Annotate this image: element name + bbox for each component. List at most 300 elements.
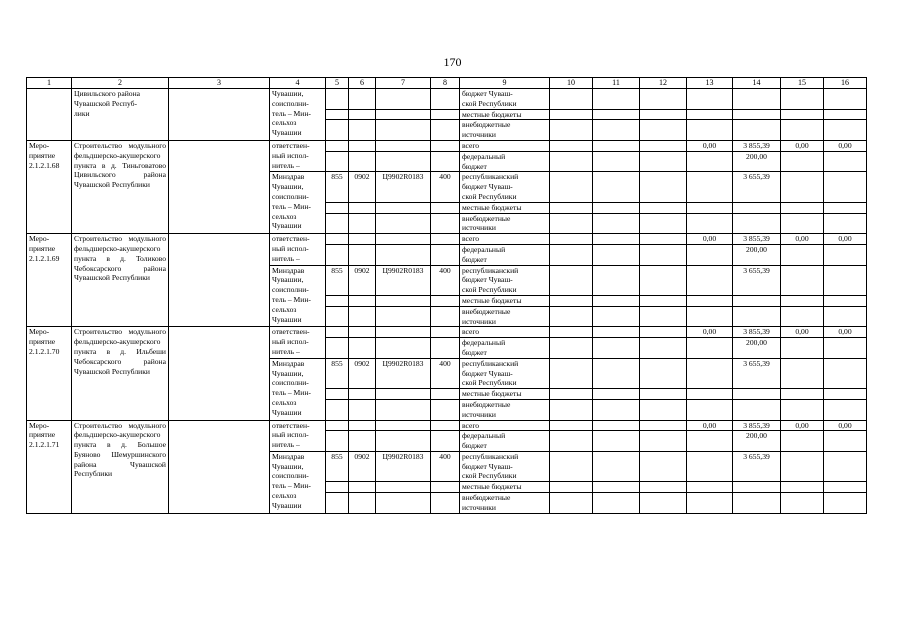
code-cell bbox=[349, 202, 376, 213]
source-local: местные бюджеты bbox=[460, 295, 550, 306]
value-cell bbox=[593, 120, 640, 141]
code-cell bbox=[376, 109, 431, 120]
code-cell bbox=[376, 431, 431, 452]
value-cell bbox=[640, 172, 687, 202]
code-col6: 0902 bbox=[349, 358, 376, 388]
value-cell bbox=[781, 172, 824, 202]
value-cell bbox=[781, 358, 824, 388]
value-cell bbox=[550, 140, 593, 151]
event-col3 bbox=[169, 420, 270, 513]
republic-col14: 3 655,39 bbox=[733, 265, 781, 295]
code-cell bbox=[431, 327, 460, 338]
value-cell bbox=[593, 420, 640, 431]
code-cell bbox=[431, 213, 460, 234]
code-col6: 0902 bbox=[349, 265, 376, 295]
code-col5: 855 bbox=[326, 358, 349, 388]
code-col8: 400 bbox=[431, 265, 460, 295]
value-cell bbox=[593, 306, 640, 327]
value-cell bbox=[593, 389, 640, 400]
value-cell bbox=[733, 89, 781, 110]
cont-resp-cell bbox=[270, 89, 326, 141]
value-cell bbox=[640, 493, 687, 514]
value-cell bbox=[640, 420, 687, 431]
code-cell bbox=[376, 399, 431, 420]
value-cell bbox=[687, 172, 733, 202]
column-number: 2 bbox=[72, 78, 169, 89]
source-republic: республиканский бюджет Чуваш- ской Республики bbox=[460, 358, 550, 388]
value-cell bbox=[593, 295, 640, 306]
value-cell bbox=[781, 202, 824, 213]
code-cell bbox=[431, 151, 460, 172]
code-cell bbox=[376, 244, 431, 265]
value-cell bbox=[781, 431, 824, 452]
value-cell bbox=[687, 358, 733, 388]
value-cell bbox=[593, 431, 640, 452]
value-col15: 0,00 bbox=[781, 327, 824, 338]
column-number: 8 bbox=[431, 78, 460, 89]
federal-col14: 200,00 bbox=[733, 338, 781, 359]
event-id-cell: Меро- приятие 2.1.2.1.69 bbox=[27, 234, 72, 327]
column-number: 4 bbox=[270, 78, 326, 89]
value-cell bbox=[733, 306, 781, 327]
source-local: местные бюджеты bbox=[460, 482, 550, 493]
event-resp-bottom: Минздрав Чувашии, соисполни- тель – Мин- сельхоз Чувашии bbox=[270, 172, 326, 234]
source-federal: федеральный бюджет bbox=[460, 151, 550, 172]
value-cell bbox=[550, 399, 593, 420]
code-cell bbox=[376, 151, 431, 172]
value-cell bbox=[640, 234, 687, 245]
code-cell bbox=[349, 151, 376, 172]
cont-name-line: лики bbox=[74, 108, 90, 118]
value-cell bbox=[733, 399, 781, 420]
column-number: 6 bbox=[349, 78, 376, 89]
value-cell bbox=[593, 109, 640, 120]
event-row-total bbox=[27, 234, 867, 245]
column-number: 12 bbox=[640, 78, 687, 89]
column-number: 14 bbox=[733, 78, 781, 89]
value-cell bbox=[824, 89, 867, 110]
federal-col14: 200,00 bbox=[733, 244, 781, 265]
column-number: 5 bbox=[326, 78, 349, 89]
value-cell bbox=[550, 358, 593, 388]
code-cell bbox=[326, 213, 349, 234]
value-cell bbox=[687, 295, 733, 306]
event-name-cell: Строительство модульного фельдшерско-акушерского пункта в д. Тиньговатово Цивильского района Чувашской Республики bbox=[72, 140, 169, 233]
value-cell bbox=[733, 482, 781, 493]
value-cell bbox=[640, 89, 687, 110]
value-cell bbox=[824, 493, 867, 514]
value-cell bbox=[781, 151, 824, 172]
value-cell bbox=[687, 338, 733, 359]
value-cell bbox=[687, 202, 733, 213]
code-cell bbox=[431, 244, 460, 265]
value-cell bbox=[593, 202, 640, 213]
code-cell bbox=[349, 399, 376, 420]
value-cell bbox=[781, 389, 824, 400]
value-cell bbox=[687, 120, 733, 141]
value-cell bbox=[781, 120, 824, 141]
code-cell bbox=[376, 120, 431, 141]
value-cell bbox=[640, 306, 687, 327]
value-cell bbox=[687, 389, 733, 400]
code-cell bbox=[376, 295, 431, 306]
code-col7: Ц9902R0183 bbox=[376, 358, 431, 388]
budget-table bbox=[26, 77, 867, 514]
code-cell bbox=[431, 493, 460, 514]
value-col16: 0,00 bbox=[824, 234, 867, 245]
value-col16: 0,00 bbox=[824, 327, 867, 338]
code-cell bbox=[349, 244, 376, 265]
value-cell bbox=[593, 172, 640, 202]
event-resp-bottom: Минздрав Чувашии, соисполни- тель – Мин- сельхоз Чувашии bbox=[270, 358, 326, 420]
column-number: 11 bbox=[593, 78, 640, 89]
continuation-row bbox=[27, 89, 867, 110]
code-cell bbox=[349, 431, 376, 452]
cont-name-line: Чувашской Респуб- bbox=[74, 98, 138, 108]
republic-col14: 3 655,39 bbox=[733, 172, 781, 202]
source-republic: республиканский бюджет Чуваш- ской Республики bbox=[460, 265, 550, 295]
event-col3 bbox=[169, 327, 270, 420]
cont-resp-line: сельхоз bbox=[272, 118, 297, 128]
event-resp-bottom: Минздрав Чувашии, соисполни- тель – Мин- сельхоз Чувашии bbox=[270, 265, 326, 327]
value-cell bbox=[687, 493, 733, 514]
code-cell bbox=[349, 338, 376, 359]
value-cell bbox=[781, 265, 824, 295]
code-cell bbox=[376, 213, 431, 234]
value-cell bbox=[550, 482, 593, 493]
code-col7: Ц9902R0183 bbox=[376, 265, 431, 295]
event-col3 bbox=[169, 234, 270, 327]
value-cell bbox=[550, 151, 593, 172]
value-cell bbox=[824, 482, 867, 493]
code-cell bbox=[326, 399, 349, 420]
value-cell bbox=[824, 244, 867, 265]
code-cell bbox=[326, 202, 349, 213]
value-col13: 0,00 bbox=[687, 140, 733, 151]
republic-col14: 3 655,39 bbox=[733, 451, 781, 481]
code-cell bbox=[349, 389, 376, 400]
value-cell bbox=[781, 213, 824, 234]
value-col13: 0,00 bbox=[687, 327, 733, 338]
cont-id-cell bbox=[27, 89, 72, 141]
value-cell bbox=[824, 265, 867, 295]
value-cell bbox=[687, 89, 733, 110]
code-cell bbox=[326, 420, 349, 431]
event-row-total bbox=[27, 420, 867, 431]
value-cell bbox=[824, 431, 867, 452]
event-name-cell: Строительство модульного фельдшерско-акушерского пункта в д. Большое Буяново Шемуршинского района Чувашской Республики bbox=[72, 420, 169, 513]
code-cell bbox=[349, 493, 376, 514]
value-cell bbox=[640, 358, 687, 388]
value-cell bbox=[640, 244, 687, 265]
federal-col14: 200,00 bbox=[733, 151, 781, 172]
code-cell bbox=[431, 338, 460, 359]
event-resp-bottom: Минздрав Чувашии, соисполни- тель – Мин- сельхоз Чувашии bbox=[270, 451, 326, 513]
value-cell bbox=[781, 295, 824, 306]
code-cell bbox=[431, 120, 460, 141]
value-cell bbox=[640, 120, 687, 141]
value-cell bbox=[687, 109, 733, 120]
value-col15: 0,00 bbox=[781, 234, 824, 245]
code-cell bbox=[431, 399, 460, 420]
page-number: 170 bbox=[443, 55, 462, 69]
event-resp-top: ответствен- ный испол- нитель – bbox=[270, 234, 326, 265]
value-cell bbox=[733, 120, 781, 141]
cont-resp-line: тель – Мин- bbox=[272, 108, 311, 118]
code-cell bbox=[326, 89, 349, 110]
code-cell bbox=[376, 420, 431, 431]
code-cell bbox=[431, 389, 460, 400]
value-cell bbox=[593, 151, 640, 172]
event-resp-top: ответствен- ный испол- нитель – bbox=[270, 327, 326, 358]
value-cell bbox=[593, 358, 640, 388]
code-cell bbox=[431, 420, 460, 431]
source-extra: внебюджетные источники bbox=[460, 493, 550, 514]
value-cell bbox=[687, 306, 733, 327]
value-cell bbox=[550, 89, 593, 110]
value-cell bbox=[550, 265, 593, 295]
code-cell bbox=[326, 109, 349, 120]
code-col7: Ц9902R0183 bbox=[376, 172, 431, 202]
event-id-cell: Меро- приятие 2.1.2.1.71 bbox=[27, 420, 72, 513]
value-cell bbox=[824, 213, 867, 234]
value-cell bbox=[550, 431, 593, 452]
code-cell bbox=[349, 109, 376, 120]
column-number: 16 bbox=[824, 78, 867, 89]
value-cell bbox=[687, 482, 733, 493]
code-cell bbox=[376, 140, 431, 151]
value-cell bbox=[550, 327, 593, 338]
value-cell bbox=[640, 265, 687, 295]
value-cell bbox=[687, 151, 733, 172]
value-col16: 0,00 bbox=[824, 140, 867, 151]
value-cell bbox=[781, 493, 824, 514]
value-cell bbox=[593, 89, 640, 110]
column-number: 1 bbox=[27, 78, 72, 89]
code-col8: 400 bbox=[431, 358, 460, 388]
code-cell bbox=[349, 120, 376, 141]
event-row-total bbox=[27, 140, 867, 151]
code-cell bbox=[349, 420, 376, 431]
value-cell bbox=[824, 306, 867, 327]
value-cell bbox=[593, 482, 640, 493]
code-cell bbox=[431, 482, 460, 493]
code-cell bbox=[326, 431, 349, 452]
value-cell bbox=[640, 295, 687, 306]
value-cell bbox=[687, 399, 733, 420]
code-cell bbox=[376, 306, 431, 327]
value-cell bbox=[640, 338, 687, 359]
event-id-cell: Меро- приятие 2.1.2.1.68 bbox=[27, 140, 72, 233]
value-cell bbox=[824, 202, 867, 213]
event-resp-top: ответствен- ный испол- нитель – bbox=[270, 420, 326, 451]
code-cell bbox=[349, 89, 376, 110]
source-total: всего bbox=[460, 420, 550, 431]
value-cell bbox=[781, 482, 824, 493]
code-cell bbox=[431, 109, 460, 120]
code-cell bbox=[431, 89, 460, 110]
code-cell bbox=[349, 140, 376, 151]
code-cell bbox=[376, 89, 431, 110]
code-cell bbox=[431, 306, 460, 327]
value-cell bbox=[824, 109, 867, 120]
federal-col14: 200,00 bbox=[733, 431, 781, 452]
column-number: 7 bbox=[376, 78, 431, 89]
source-cell: внебюджетные источники bbox=[460, 120, 550, 141]
code-cell bbox=[326, 295, 349, 306]
value-cell bbox=[640, 482, 687, 493]
column-number: 3 bbox=[169, 78, 270, 89]
code-cell bbox=[376, 482, 431, 493]
value-cell bbox=[733, 109, 781, 120]
code-cell bbox=[349, 234, 376, 245]
value-cell bbox=[640, 327, 687, 338]
source-local: местные бюджеты bbox=[460, 389, 550, 400]
code-cell bbox=[326, 327, 349, 338]
value-col14: 3 855,39 bbox=[733, 420, 781, 431]
value-cell bbox=[824, 451, 867, 481]
code-cell bbox=[349, 306, 376, 327]
value-cell bbox=[781, 399, 824, 420]
source-cell: местные бюджеты bbox=[460, 109, 550, 120]
cont-resp-line: Чувашии, bbox=[272, 89, 304, 98]
value-cell bbox=[687, 213, 733, 234]
value-cell bbox=[824, 172, 867, 202]
code-cell bbox=[326, 151, 349, 172]
value-cell bbox=[640, 431, 687, 452]
value-cell bbox=[640, 140, 687, 151]
source-cell: бюджет Чуваш- ской Республики bbox=[460, 89, 550, 110]
code-cell bbox=[376, 389, 431, 400]
cont-resp-line: Чувашии bbox=[272, 128, 302, 138]
value-cell bbox=[640, 399, 687, 420]
code-cell bbox=[431, 295, 460, 306]
value-cell bbox=[593, 338, 640, 359]
code-cell bbox=[326, 140, 349, 151]
value-cell bbox=[550, 234, 593, 245]
source-total: всего bbox=[460, 140, 550, 151]
value-cell bbox=[687, 451, 733, 481]
value-cell bbox=[550, 420, 593, 431]
code-col5: 855 bbox=[326, 172, 349, 202]
source-federal: федеральный бюджет bbox=[460, 244, 550, 265]
value-cell bbox=[687, 431, 733, 452]
event-col3 bbox=[169, 140, 270, 233]
source-total: всего bbox=[460, 234, 550, 245]
value-cell bbox=[593, 140, 640, 151]
republic-col14: 3 655,39 bbox=[733, 358, 781, 388]
code-cell bbox=[326, 306, 349, 327]
event-resp-top: ответствен- ный испол- нитель – bbox=[270, 140, 326, 171]
value-cell bbox=[593, 327, 640, 338]
value-cell bbox=[550, 338, 593, 359]
column-number: 10 bbox=[550, 78, 593, 89]
code-cell bbox=[326, 120, 349, 141]
value-cell bbox=[640, 151, 687, 172]
value-cell bbox=[824, 295, 867, 306]
value-cell bbox=[550, 213, 593, 234]
source-local: местные бюджеты bbox=[460, 202, 550, 213]
code-cell bbox=[376, 234, 431, 245]
code-cell bbox=[326, 244, 349, 265]
value-cell bbox=[593, 213, 640, 234]
code-cell bbox=[349, 295, 376, 306]
code-col5: 855 bbox=[326, 451, 349, 481]
code-cell bbox=[349, 482, 376, 493]
value-cell bbox=[781, 109, 824, 120]
code-col8: 400 bbox=[431, 172, 460, 202]
code-col6: 0902 bbox=[349, 172, 376, 202]
value-cell bbox=[550, 244, 593, 265]
event-name-cell: Строительство модульного фельдшерско-акушерского пункта в д. Толиково Чебоксарского района Чувашской Республики bbox=[72, 234, 169, 327]
value-cell bbox=[781, 306, 824, 327]
value-col13: 0,00 bbox=[687, 420, 733, 431]
value-col14: 3 855,39 bbox=[733, 140, 781, 151]
value-col15: 0,00 bbox=[781, 140, 824, 151]
event-row-total bbox=[27, 327, 867, 338]
code-cell bbox=[349, 213, 376, 234]
value-cell bbox=[550, 109, 593, 120]
value-cell bbox=[824, 338, 867, 359]
value-cell bbox=[733, 389, 781, 400]
code-cell bbox=[326, 389, 349, 400]
source-federal: федеральный бюджет bbox=[460, 338, 550, 359]
value-cell bbox=[593, 234, 640, 245]
value-cell bbox=[781, 244, 824, 265]
code-cell bbox=[431, 140, 460, 151]
code-cell bbox=[431, 234, 460, 245]
value-cell bbox=[824, 120, 867, 141]
value-cell bbox=[687, 244, 733, 265]
code-cell bbox=[349, 327, 376, 338]
value-cell bbox=[733, 202, 781, 213]
cont-name-line: Цивильского района bbox=[74, 89, 141, 98]
code-col5: 855 bbox=[326, 265, 349, 295]
value-cell bbox=[824, 399, 867, 420]
code-cell bbox=[376, 338, 431, 359]
value-col16: 0,00 bbox=[824, 420, 867, 431]
value-col15: 0,00 bbox=[781, 420, 824, 431]
value-cell bbox=[550, 202, 593, 213]
value-cell bbox=[733, 295, 781, 306]
event-id-cell: Меро- приятие 2.1.2.1.70 bbox=[27, 327, 72, 420]
source-republic: республиканский бюджет Чуваш- ской Республики bbox=[460, 451, 550, 481]
source-extra: внебюджетные источники bbox=[460, 399, 550, 420]
column-number: 15 bbox=[781, 78, 824, 89]
cont-name-cell bbox=[72, 89, 169, 141]
source-total: всего bbox=[460, 327, 550, 338]
code-cell bbox=[431, 431, 460, 452]
event-name-cell: Строительство модульного фельдшерско-акушерского пункта в д. Ильбеши Чебоксарского района Чувашской Республики bbox=[72, 327, 169, 420]
code-col6: 0902 bbox=[349, 451, 376, 481]
value-cell bbox=[550, 389, 593, 400]
code-cell bbox=[376, 493, 431, 514]
cont-col3 bbox=[169, 89, 270, 141]
value-cell bbox=[550, 493, 593, 514]
column-number: 13 bbox=[687, 78, 733, 89]
value-cell bbox=[550, 120, 593, 141]
value-cell bbox=[550, 295, 593, 306]
source-republic: республиканский бюджет Чуваш- ской Республики bbox=[460, 172, 550, 202]
value-cell bbox=[687, 265, 733, 295]
source-federal: федеральный бюджет bbox=[460, 431, 550, 452]
source-extra: внебюджетные источники bbox=[460, 306, 550, 327]
value-cell bbox=[640, 109, 687, 120]
code-cell bbox=[376, 327, 431, 338]
code-cell bbox=[326, 338, 349, 359]
value-cell bbox=[733, 213, 781, 234]
value-cell bbox=[640, 451, 687, 481]
